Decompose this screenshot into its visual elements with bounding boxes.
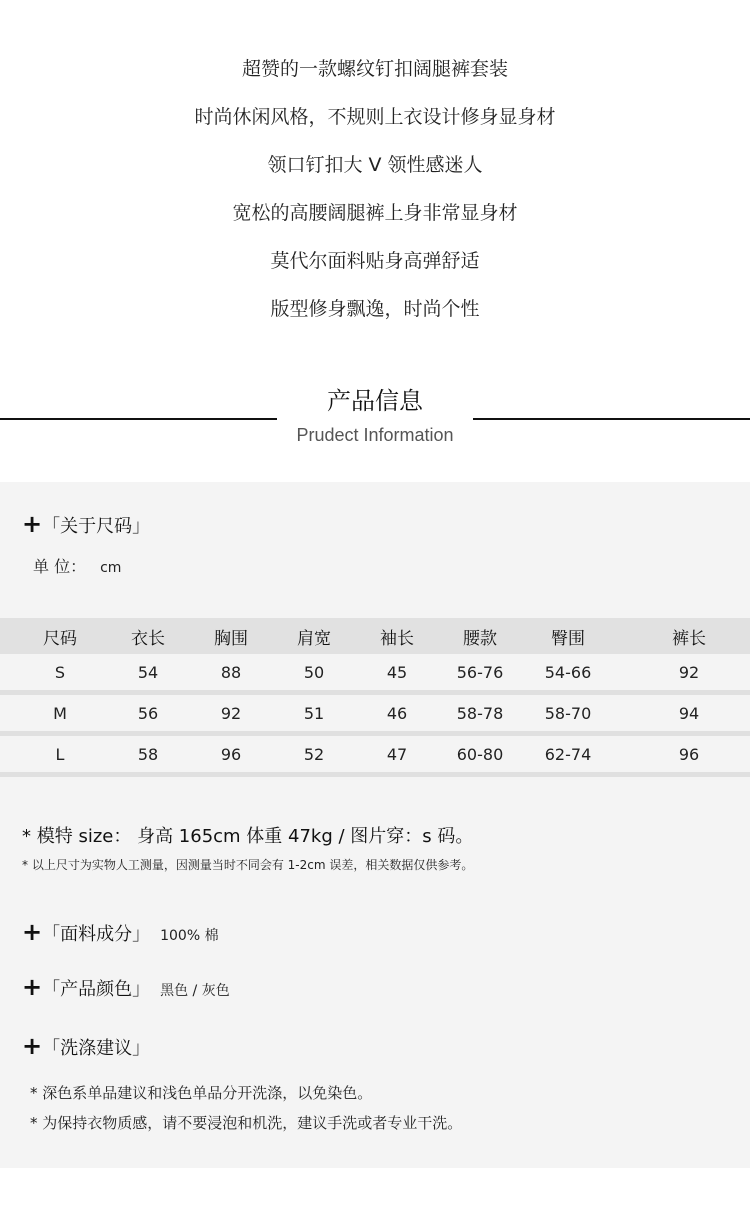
model-size-note: * 模特 size： 身高 165cm 体重 47kg / 图片穿：s 码。 — [22, 826, 474, 847]
product-info-subtitle: Prudect Information — [296, 425, 454, 445]
table-cell: 92 — [628, 654, 750, 693]
column-header: 衣长 — [120, 618, 176, 654]
plus-icon: + — [22, 918, 43, 946]
product-info-title: 产品信息 — [327, 387, 423, 415]
table-cell: 56-76 — [452, 654, 508, 693]
column-header: 袖长 — [342, 618, 452, 654]
washing-section-title — [22, 1034, 150, 1061]
unit-value: cm — [100, 560, 122, 576]
column-header: 肩宽 — [286, 618, 342, 654]
table-cell: 47 — [342, 734, 452, 775]
unit-row — [33, 554, 121, 577]
washing-tip: * 深色系单品建议和浅色单品分开洗涤，以免染色。 — [30, 1084, 373, 1102]
table-cell: 92 — [176, 693, 286, 734]
color-section — [22, 975, 230, 1003]
column-header: 尺码 — [0, 618, 120, 654]
table-cell: 51 — [286, 693, 342, 734]
intro-line: 超赞的一款螺纹钉扣阔腿裤套装 — [241, 58, 508, 80]
intro-line: 时尚休闲风格，不规则上衣设计修身显身材 — [194, 106, 556, 128]
size-section-label: 「关于尺码」 — [42, 516, 151, 537]
column-header: 臀围 — [508, 618, 628, 654]
table-cell: 58-70 — [508, 693, 628, 734]
column-header: 裤长 — [628, 618, 750, 654]
color-section-label: 「产品颜色」 — [42, 979, 151, 1000]
table-row — [0, 734, 750, 775]
table-cell: 45 — [342, 654, 452, 693]
table-cell: 54 — [120, 654, 176, 693]
table-cell: L — [0, 734, 120, 775]
size-table — [0, 618, 750, 777]
table-cell: 52 — [286, 734, 342, 775]
divider-left — [0, 418, 277, 420]
measurement-disclaimer: * 以上尺寸为实物人工测量，因测量当时不同会有 1-2cm 误差，相关数据仅供参考。 — [22, 858, 474, 872]
table-cell: 60-80 — [452, 734, 508, 775]
table-row — [0, 693, 750, 734]
washing-tip: * 为保持衣物质感，请不要浸泡和机洗，建议手洗或者专业干洗。 — [30, 1114, 463, 1132]
info-panel — [0, 482, 750, 1168]
table-cell: S — [0, 654, 120, 693]
divider-right — [473, 418, 750, 420]
table-cell: 94 — [628, 693, 750, 734]
washing-section-label: 「洗涤建议」 — [42, 1038, 151, 1059]
unit-label: 单 位： — [33, 557, 87, 576]
plus-icon: + — [22, 510, 43, 538]
table-cell: 58 — [120, 734, 176, 775]
table-cell: 50 — [286, 654, 342, 693]
table-header-row — [0, 618, 750, 654]
color-value: 黑色 / 灰色 — [160, 983, 230, 999]
column-header: 腰款 — [452, 618, 508, 654]
table-row — [0, 654, 750, 693]
table-cell: 96 — [176, 734, 286, 775]
fabric-section — [22, 920, 219, 948]
intro-line: 宽松的高腰阔腿裤上身非常显身材 — [232, 202, 518, 224]
table-cell: 88 — [176, 654, 286, 693]
table-cell: 46 — [342, 693, 452, 734]
intro-line: 领口钉扣大 V 领性感迷人 — [267, 154, 483, 176]
table-cell: 96 — [628, 734, 750, 775]
table-cell: 62-74 — [508, 734, 628, 775]
intro-line: 版型修身飘逸，时尚个性 — [270, 298, 480, 320]
product-info-heading — [0, 380, 750, 460]
intro-line: 莫代尔面料贴身高弹舒适 — [270, 250, 480, 272]
size-section-title — [22, 512, 150, 539]
fabric-value: 100% 棉 — [160, 928, 219, 944]
plus-icon: + — [22, 1032, 43, 1060]
table-cell: 54-66 — [508, 654, 628, 693]
table-cell: M — [0, 693, 120, 734]
fabric-section-label: 「面料成分」 — [42, 924, 151, 945]
column-header: 胸围 — [176, 618, 286, 654]
plus-icon: + — [22, 973, 43, 1001]
table-cell: 58-78 — [452, 693, 508, 734]
table-cell: 56 — [120, 693, 176, 734]
